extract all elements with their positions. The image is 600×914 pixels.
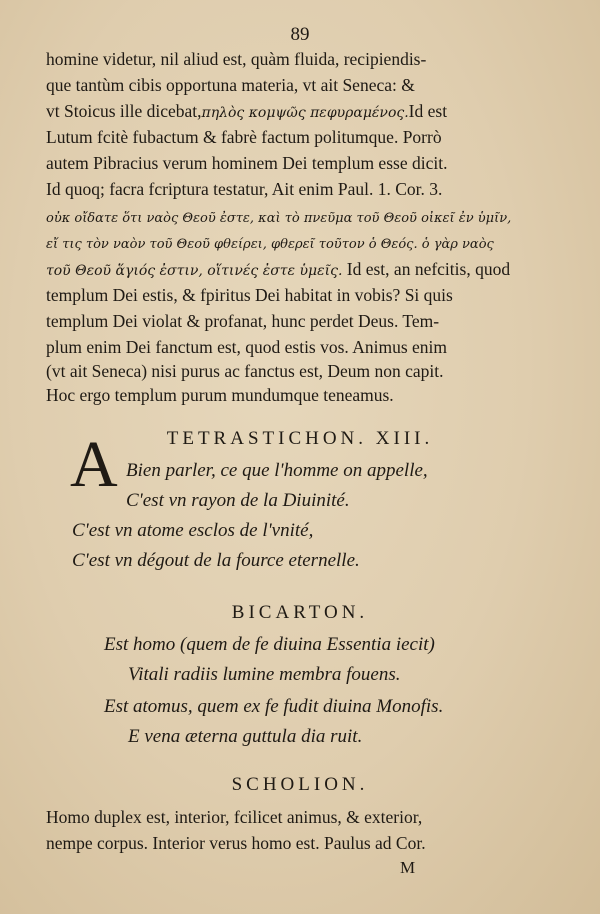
greek-line: εἴ τις τὸν ναὸν τοῦ Θεοῦ φθείρει, φθερεῖ τοῦτον ὁ Θεός. ὁ γὰρ ναὸς xyxy=(46,237,494,252)
prose-line: autem Pibracius verum hominem Dei templum esse dicit. xyxy=(46,153,448,173)
prose-line xyxy=(46,100,447,124)
prose-line xyxy=(46,258,510,282)
verse-line: Est atomus, quem ex fe fudit diuina Monofis. xyxy=(104,696,444,717)
greek-inline: πηλὸς κομψῶς πεφυραμένος. xyxy=(201,105,409,121)
greek-text: τοῦ Θεοῦ ἅγιός ἐστιν, οἵτινές ἐστε ὑμεῖς. xyxy=(46,263,343,279)
verse-line: C'est vn dégout de la fource eternelle. xyxy=(72,550,360,571)
verse-line: E vena æterna guttula dia ruit. xyxy=(128,726,363,747)
prose-line: Hoc ergo templum purum mundumque teneamus. xyxy=(46,385,394,405)
prose-line: (vt ait Seneca) nisi purus ac fanctus est, Deum non capit. xyxy=(46,361,444,381)
verse-line: Vitali radiis lumine membra fouens. xyxy=(128,664,401,685)
tetrastichon-title: TETRASTICHON. XIII. xyxy=(166,428,434,449)
scholion-title: SCHOLION. xyxy=(231,774,369,795)
prose-line: Homo duplex est, interior, fcilicet animus, & exterior, xyxy=(46,807,423,827)
prose-text: Id est xyxy=(408,101,448,121)
prose-text: vt Stoicus ille dicebat, xyxy=(46,101,202,121)
greek-line: οὐκ οἴδατε ὅτι ναὸς Θεοῦ ἐστε, καὶ τὸ πνεῦμα τοῦ Θεοῦ οἰκεῖ ἐν ὑμῖν, xyxy=(46,211,512,226)
verse-line: C'est vn rayon de la Diuinité. xyxy=(126,490,350,511)
verse-line: Bien parler, ce que l'homme on appelle, xyxy=(126,460,428,481)
prose-line: Id quoq; facra fcriptura testatur, Ait enim Paul. 1. Cor. 3. xyxy=(46,179,443,199)
prose-line: nempe corpus. Interior verus homo est. Paulus ad Cor. xyxy=(46,833,426,853)
prose-line: templum Dei estis, & fpiritus Dei habitat in vobis? Si quis xyxy=(46,285,453,305)
prose-line: templum Dei violat & profanat, hunc perdet Deus. Tem- xyxy=(46,311,440,331)
prose-line: Lutum fcitè fubactum & fabrè factum politumque. Porrò xyxy=(46,127,442,147)
prose-line: plum enim Dei fanctum est, quod estis vos. Animus enim xyxy=(46,337,448,357)
verse-line: Est homo (quem de fe diuina Essentia iecit) xyxy=(104,634,435,655)
drop-cap: A xyxy=(70,428,118,501)
bicarton-title: BICARTON. xyxy=(231,602,369,623)
page-number: 89 xyxy=(290,24,310,45)
signature-mark: M xyxy=(400,858,416,877)
prose-line: homine videtur, nil aliud est, quàm fluida, recipiendis- xyxy=(46,49,427,69)
prose-text: Id est, an nefcitis, quod xyxy=(346,259,511,279)
prose-line: que tantùm cibis opportuna materia, vt ait Seneca: & xyxy=(46,75,415,95)
verse-line: C'est vn atome esclos de l'vnité, xyxy=(72,520,314,541)
